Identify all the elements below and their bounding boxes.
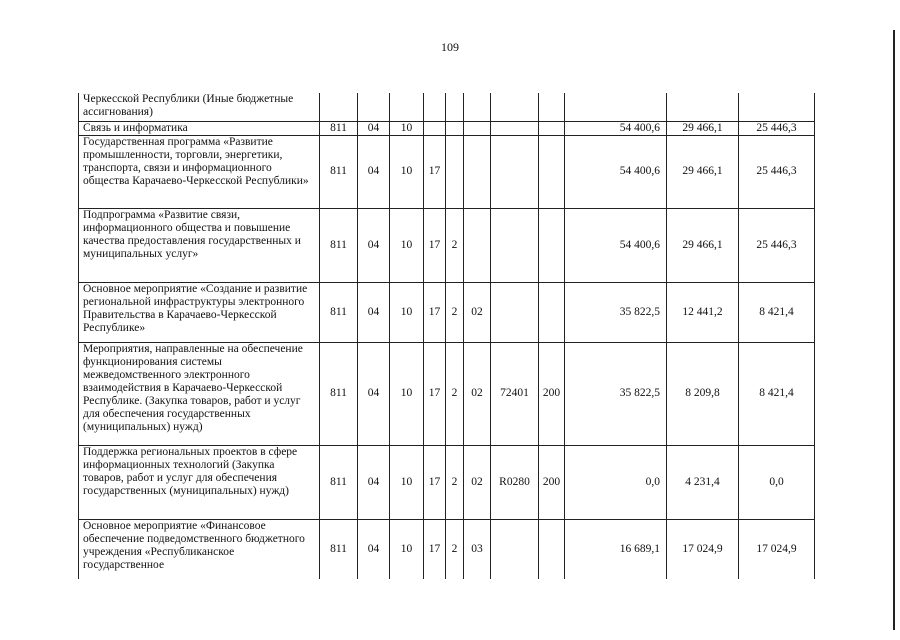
year3-amount: 8 421,4 xyxy=(739,282,815,342)
subprogram-code xyxy=(446,93,464,121)
table-row xyxy=(79,282,815,342)
section-code: 04 xyxy=(358,135,390,208)
program-code: 17 xyxy=(424,282,446,342)
row-name: Государственная программа «Развитие промышленности, торговли, энергетики, транспорта, связи и информационного общества Карачаево-Черкесской Республики» xyxy=(79,135,320,208)
table-row xyxy=(79,208,815,282)
subsection-code: 10 xyxy=(390,121,424,135)
subsection-code: 10 xyxy=(390,208,424,282)
year2-amount: 12 441,2 xyxy=(667,282,739,342)
direction-code xyxy=(491,519,539,579)
year2-amount: 4 231,4 xyxy=(667,445,739,519)
table-row xyxy=(79,93,815,121)
year2-amount xyxy=(667,93,739,121)
program-code xyxy=(424,93,446,121)
expense-type-code xyxy=(539,208,565,282)
ministry-code: 811 xyxy=(320,519,358,579)
table-row xyxy=(79,445,815,519)
row-name: Основное мероприятие «Финансовое обеспечение подведомственного бюджетного учреждения «Республиканское государственное xyxy=(79,519,320,579)
section-code: 04 xyxy=(358,342,390,445)
section-code: 04 xyxy=(358,121,390,135)
year1-amount: 54 400,6 xyxy=(565,121,667,135)
row-name: Поддержка региональных проектов в сфере информационных технологий (Закупка товаров, работ и услуг для обеспечения государственных (муниципальных) нужд) xyxy=(79,445,320,519)
row-name: Мероприятия, направленные на обеспечение функционирования системы межведомственного электронного взаимодействия в Карачаево-Черкесской Республике. (Закупка товаров, работ и услуг для обеспечения государственных (муниципальных) нужд) xyxy=(79,342,320,445)
year2-amount: 29 466,1 xyxy=(667,208,739,282)
ministry-code: 811 xyxy=(320,121,358,135)
year1-amount: 0,0 xyxy=(565,445,667,519)
expense-type-code xyxy=(539,93,565,121)
direction-code xyxy=(491,93,539,121)
year2-amount: 29 466,1 xyxy=(667,121,739,135)
subsection-code xyxy=(390,93,424,121)
subsection-code: 10 xyxy=(390,282,424,342)
section-code: 04 xyxy=(358,519,390,579)
ministry-code: 811 xyxy=(320,342,358,445)
year2-amount: 17 024,9 xyxy=(667,519,739,579)
event-code: 02 xyxy=(464,342,491,445)
row-name: Основное мероприятие «Создание и развитие региональной инфраструктуры электронного Правительства в Карачаево-Черкесской Республике» xyxy=(79,282,320,342)
page-number: 109 xyxy=(441,40,459,54)
subsection-code: 10 xyxy=(390,135,424,208)
section-code: 04 xyxy=(358,282,390,342)
year1-amount: 16 689,1 xyxy=(565,519,667,579)
direction-code xyxy=(491,208,539,282)
year3-amount: 8 421,4 xyxy=(739,342,815,445)
table-row xyxy=(79,519,815,579)
table-row xyxy=(79,342,815,445)
subsection-code: 10 xyxy=(390,445,424,519)
event-code: 02 xyxy=(464,282,491,342)
expense-type-code: 200 xyxy=(539,445,565,519)
year3-amount: 25 446,3 xyxy=(739,135,815,208)
row-name: Черкесской Республики (Иные бюджетные ассигнования) xyxy=(79,93,320,121)
year3-amount: 17 024,9 xyxy=(739,519,815,579)
direction-code xyxy=(491,121,539,135)
ministry-code xyxy=(320,93,358,121)
subprogram-code: 2 xyxy=(446,208,464,282)
event-code: 03 xyxy=(464,519,491,579)
year1-amount: 54 400,6 xyxy=(565,208,667,282)
program-code: 17 xyxy=(424,208,446,282)
subprogram-code xyxy=(446,135,464,208)
section-code: 04 xyxy=(358,208,390,282)
subsection-code: 10 xyxy=(390,519,424,579)
expense-type-code xyxy=(539,121,565,135)
year3-amount: 25 446,3 xyxy=(739,121,815,135)
direction-code xyxy=(491,135,539,208)
table-row xyxy=(79,121,815,135)
section-code xyxy=(358,93,390,121)
event-code xyxy=(464,208,491,282)
ministry-code: 811 xyxy=(320,445,358,519)
expense-type-code xyxy=(539,282,565,342)
program-code xyxy=(424,121,446,135)
year1-amount: 35 822,5 xyxy=(565,342,667,445)
year3-amount: 0,0 xyxy=(739,445,815,519)
year3-amount xyxy=(739,93,815,121)
direction-code xyxy=(491,282,539,342)
row-name: Подпрограмма «Развитие связи, информационного общества и повышение качества предоставления государственных и муниципальных услуг» xyxy=(79,208,320,282)
table-row xyxy=(79,135,815,208)
year2-amount: 8 209,8 xyxy=(667,342,739,445)
program-code: 17 xyxy=(424,519,446,579)
event-code xyxy=(464,93,491,121)
subprogram-code: 2 xyxy=(446,342,464,445)
section-code: 04 xyxy=(358,445,390,519)
subprogram-code: 2 xyxy=(446,282,464,342)
program-code: 17 xyxy=(424,342,446,445)
budget-table xyxy=(78,93,815,579)
expense-type-code xyxy=(539,135,565,208)
direction-code: R0280 xyxy=(491,445,539,519)
event-code xyxy=(464,135,491,208)
year1-amount: 35 822,5 xyxy=(565,282,667,342)
event-code xyxy=(464,121,491,135)
subsection-code: 10 xyxy=(390,342,424,445)
year2-amount: 29 466,1 xyxy=(667,135,739,208)
subprogram-code xyxy=(446,121,464,135)
scan-edge-line xyxy=(893,30,895,630)
subprogram-code: 2 xyxy=(446,519,464,579)
ministry-code: 811 xyxy=(320,208,358,282)
row-name: Связь и информатика xyxy=(79,121,320,135)
ministry-code: 811 xyxy=(320,282,358,342)
year1-amount: 54 400,6 xyxy=(565,135,667,208)
expense-type-code: 200 xyxy=(539,342,565,445)
expense-type-code xyxy=(539,519,565,579)
event-code: 02 xyxy=(464,445,491,519)
program-code: 17 xyxy=(424,135,446,208)
ministry-code: 811 xyxy=(320,135,358,208)
direction-code: 72401 xyxy=(491,342,539,445)
year3-amount: 25 446,3 xyxy=(739,208,815,282)
year1-amount xyxy=(565,93,667,121)
subprogram-code: 2 xyxy=(446,445,464,519)
program-code: 17 xyxy=(424,445,446,519)
